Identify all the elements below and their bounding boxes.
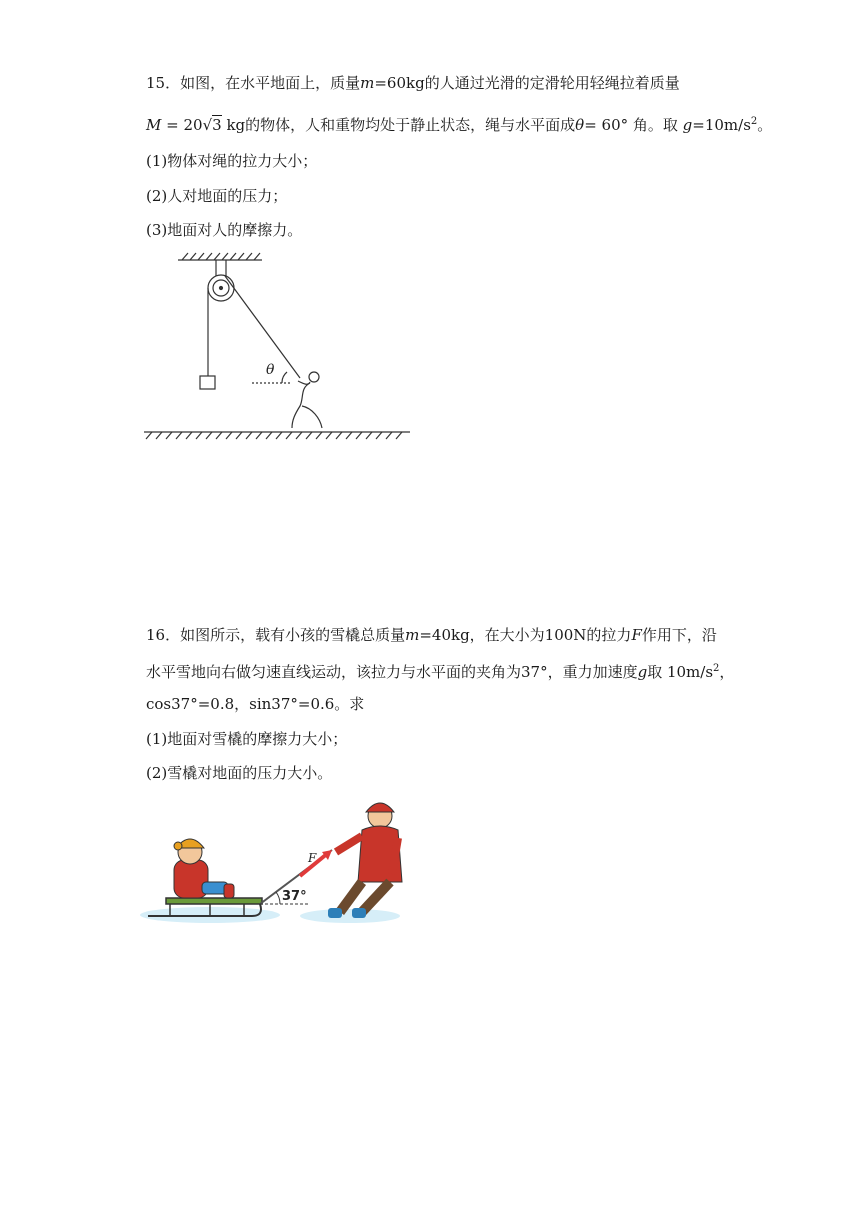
person-body [292, 383, 310, 428]
q15-line2 [146, 111, 772, 136]
child [174, 839, 234, 898]
q15-unit: kg [221, 116, 246, 134]
snow-right [300, 909, 400, 923]
q15-line2-rest: 的物体，人和重物均处于静止状态，绳与水平面成 [245, 116, 576, 134]
q16-line2 [146, 658, 734, 683]
q15-sqrt-num: 3 [212, 116, 222, 134]
q15-M-eq: = 20 [161, 116, 203, 134]
ground-hatch [146, 432, 402, 439]
q16-sup: 2 [713, 663, 720, 674]
q16-line3: cos37°=0.8，sin37°=0.6。求 [146, 695, 365, 713]
q15-m-val: =60kg [374, 74, 425, 92]
F-label: F [308, 851, 317, 865]
angle-arc-37 [276, 892, 280, 904]
q15-line1-rest: 的人通过光滑的定滑轮用轻绳拉着质量 [424, 74, 680, 92]
q15-line1 [146, 72, 680, 94]
angle-arc [282, 372, 287, 383]
angle-label: 37° [282, 889, 307, 904]
person-leg [302, 406, 322, 428]
q16-line2-rest: 取 10m/s [647, 663, 714, 681]
q16-sled-figure [140, 790, 420, 930]
q16-prefix: 16．如图所示，载有小孩的雪橇总质量 [146, 626, 406, 644]
q15-theta-val: = 60° 角。取 [584, 116, 683, 134]
q16-m-val: =40kg，在大小为100N的拉力 [419, 626, 632, 644]
q15-item-2: (2)人对地面的压力； [146, 187, 288, 205]
q16-F-var: F [631, 626, 642, 644]
q15-end: 。 [757, 116, 773, 134]
q15-pulley-figure [140, 248, 420, 443]
q15-prefix: 15．如图，在水平地面上，质量 [146, 74, 361, 92]
q16-line1 [146, 624, 717, 646]
hanging-block [200, 376, 215, 389]
q15-g-val: =10m/s [692, 116, 751, 134]
q16-item-2: (2)雪橇对地面的压力大小。 [146, 764, 333, 782]
q16-line1-rest: 作用下，沿 [641, 626, 717, 644]
q15-sup: 2 [750, 116, 758, 127]
q15-M-var: M [146, 116, 162, 134]
q16-m-var: m [405, 626, 420, 644]
q15-theta: θ [575, 116, 585, 134]
q16-end: ， [719, 663, 735, 681]
adult [328, 803, 402, 918]
q16-line2-text: 水平雪地向右做匀速直线运动，该拉力与水平面的夹角为37°，重力加速度 [146, 663, 638, 681]
q16-g-var: g [637, 663, 648, 681]
q16-item-1: (1)地面对雪橇的摩擦力大小； [146, 730, 348, 748]
q15-g-var: g [682, 116, 693, 134]
ceiling-hatch [182, 253, 260, 260]
q15-m-var: m [360, 74, 375, 92]
theta-label: θ [266, 362, 275, 378]
q15-item-1: (1)物体对绳的拉力大小； [146, 152, 318, 170]
rope-slanted [225, 276, 300, 378]
person-head [309, 372, 319, 382]
q15-item-3: (3)地面对人的摩擦力。 [146, 221, 303, 239]
sqrt-sign: √ [202, 116, 213, 134]
